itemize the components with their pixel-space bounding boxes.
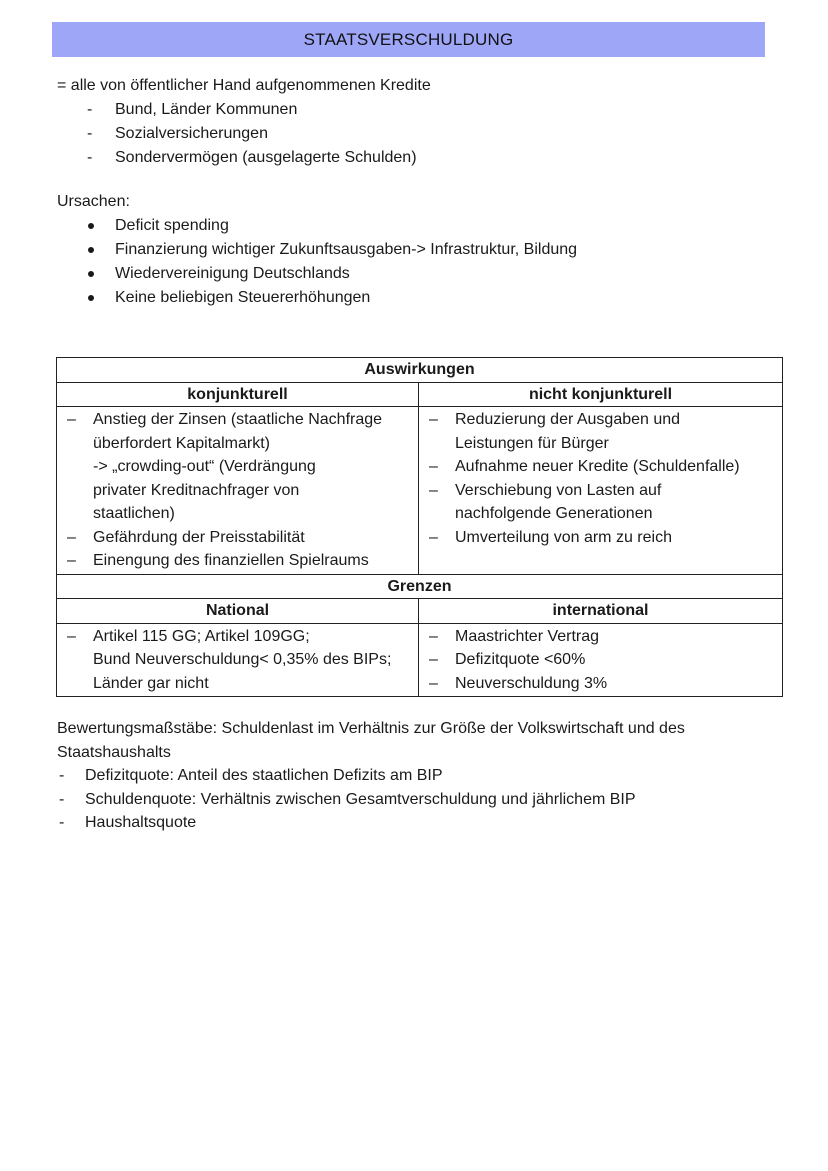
cell-text-line: Defizitquote <60% (455, 651, 586, 668)
intro-item-text: Bund, Länder Kommunen (115, 101, 298, 118)
dash-marker: – (67, 411, 76, 428)
list-item (57, 262, 577, 286)
list-item (57, 788, 777, 812)
evaluation-item-text: Haushaltsquote (85, 814, 197, 831)
dash-marker: – (429, 651, 438, 668)
list-item (65, 526, 414, 550)
cell-text-line: Gefährdung der Preisstabilität (93, 528, 305, 546)
cell-text-line: Reduzierung der Ausgaben und (455, 411, 681, 428)
list-item (65, 408, 414, 526)
cause-item-text: Wiedervereinigung Deutschlands (115, 265, 350, 282)
list-item (57, 764, 777, 788)
evaluation-line: Staatshaushalts (57, 743, 171, 761)
limits-right-list (419, 624, 782, 697)
effects-right-cell (419, 407, 783, 575)
intro-section (57, 74, 431, 170)
list-item (427, 672, 778, 696)
cell-text-line: Bund Neuverschuldung< 0,35% des BIPs; (93, 651, 392, 668)
bullet-icon (88, 223, 94, 229)
bullet-icon (88, 271, 94, 277)
list-item (57, 238, 577, 262)
limits-right-heading: international (419, 599, 783, 624)
dash-marker: – (429, 481, 438, 499)
limits-heading: Grenzen (57, 574, 783, 599)
dash-marker: - (87, 149, 93, 166)
cell-text-line: Neuverschuldung 3% (455, 674, 608, 692)
cell-text-line: Artikel 115 GG; Artikel 109GG; (93, 627, 310, 645)
dash-marker: – (429, 528, 438, 546)
list-item (57, 811, 777, 835)
list-item (427, 526, 778, 550)
dash-marker: – (67, 627, 76, 645)
intro-definition: = alle von öffentlicher Hand aufgenommenen Kredite (57, 77, 431, 94)
list-item (65, 549, 414, 573)
causes-heading: Ursachen: (57, 193, 130, 210)
list-item (57, 214, 577, 238)
limits-left-list (57, 624, 418, 697)
dash-marker: – (67, 528, 76, 546)
cell-text-line: Maastrichter Vertrag (455, 627, 600, 645)
effects-left-heading: konjunkturell (57, 382, 419, 407)
cause-item-text: Keine beliebigen Steuererhöhungen (115, 289, 371, 306)
effects-left-cell (57, 407, 419, 575)
dash-marker: – (429, 411, 438, 428)
list-item (427, 479, 778, 526)
dash-marker: - (87, 101, 93, 118)
causes-section (57, 190, 577, 310)
evaluation-item-text: Schuldenquote: Verhältnis zwischen Gesamtverschuldung und jährlichem BIP (85, 790, 636, 808)
list-item (427, 625, 778, 649)
cell-text-line: nachfolgende Generationen (455, 505, 653, 522)
dash-marker: - (59, 814, 65, 831)
intro-item-text: Sondervermögen (ausgelagerte Schulden) (115, 149, 417, 166)
cell-text-line: Aufnahme neuer Kredite (Schuldenfalle) (455, 458, 740, 475)
list-item (57, 98, 431, 122)
list-item (427, 648, 778, 672)
effects-right-list (419, 407, 782, 550)
list-item (65, 625, 414, 696)
cell-text-line: Anstieg der Zinsen (staatliche Nachfrage (93, 411, 383, 428)
cell-text-line: -> „crowding-out“ (Verdrängung (93, 458, 316, 475)
evaluation-item-text: Defizitquote: Anteil des staatlichen Defizits am BIP (85, 767, 443, 784)
dash-marker: – (429, 674, 438, 692)
effects-left-list (57, 407, 418, 574)
bullet-icon (88, 295, 94, 301)
effects-heading: Auswirkungen (57, 358, 783, 383)
evaluation-line: Bewertungsmaßstäbe: Schuldenlast im Verhältnis zur Größe der Volkswirtschaft und des (57, 720, 685, 737)
cell-text-line: Einengung des finanziellen Spielraums (93, 552, 369, 569)
dash-marker: – (429, 627, 438, 645)
cell-text-line: staatlichen) (93, 505, 175, 522)
cause-item-text: Finanzierung wichtiger Zukunftsausgaben-> Infrastruktur, Bildung (115, 241, 578, 258)
limits-left-cell (57, 623, 419, 697)
cell-text-line: überfordert Kapitalmarkt) (93, 434, 270, 452)
page-title-text: STAATSVERSCHULDUNG (303, 29, 514, 49)
dash-marker: - (59, 790, 65, 808)
list-item (57, 286, 577, 310)
cell-text-line: Länder gar nicht (93, 674, 209, 692)
limits-left-heading: National (57, 599, 419, 624)
effects-limits-table (56, 357, 783, 697)
cell-text-line: Leistungen für Bürger (455, 434, 609, 452)
effects-right-heading: nicht konjunkturell (419, 382, 783, 407)
list-item (57, 122, 431, 146)
dash-marker: – (67, 552, 76, 569)
list-item (427, 408, 778, 455)
bullet-icon (88, 247, 94, 253)
limits-right-cell (419, 623, 783, 697)
cause-item-text: Deficit spending (115, 217, 229, 234)
cell-text-line: Umverteilung von arm zu reich (455, 528, 672, 546)
list-item (57, 146, 431, 170)
evaluation-section (57, 717, 777, 835)
cell-text-line: privater Kreditnachfrager von (93, 481, 300, 499)
list-item (427, 455, 778, 479)
dash-marker: - (59, 767, 65, 784)
cell-text-line: Verschiebung von Lasten auf (455, 481, 662, 499)
intro-item-text: Sozialversicherungen (115, 125, 268, 142)
page-title (52, 22, 765, 57)
dash-marker: - (87, 125, 93, 142)
dash-marker: – (429, 458, 438, 475)
